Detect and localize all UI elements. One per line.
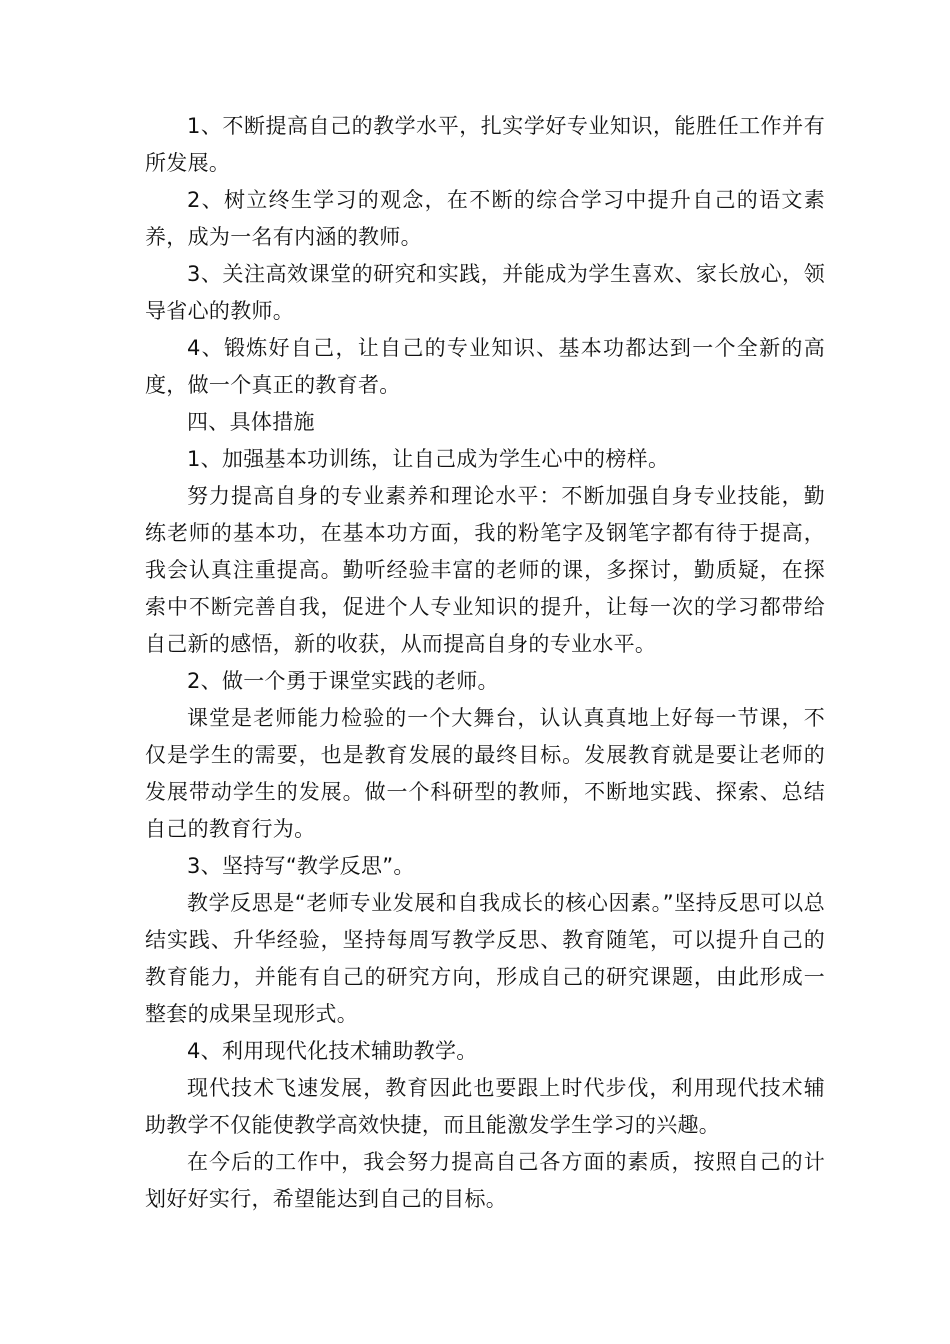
document-body — [145, 108, 825, 1218]
measure-heading-4: 4、利用现代化技术辅助教学。 — [187, 1039, 478, 1063]
goal-item-1: 1、不断提高自己的教学水平，扎实学好专业知识，能胜任工作并有所发展。 — [145, 114, 825, 175]
section-heading-measures: 四、具体措施 — [187, 410, 315, 434]
goal-item-2: 2、树立终生学习的观念，在不断的综合学习中提升自己的语文素养，成为一名有内涵的教师。 — [145, 188, 825, 249]
measure-heading-2: 2、做一个勇于课堂实践的老师。 — [187, 669, 499, 693]
goal-item-4: 4、锻炼好自己，让自己的专业知识、基本功都达到一个全新的高度，做一个真正的教育者。 — [145, 336, 825, 397]
closing-paragraph: 在今后的工作中，我会努力提高自己各方面的素质，按照自己的计划好好实行，希望能达到自己的目标。 — [145, 1150, 825, 1211]
goal-item-3: 3、关注高效课堂的研究和实践，并能成为学生喜欢、家长放心，领导省心的教师。 — [145, 262, 825, 323]
measure-body-3: 教学反思是“老师专业发展和自我成长的核心因素。”坚持反思可以总结实践、升华经验，坚持每周写教学反思、教育随笔，可以提升自己的教育能力，并能有自己的研究方向，形成自己的研究课题，由此形成一整套的成果呈现形式。 — [145, 891, 825, 1026]
measure-heading-1: 1、加强基本功训练，让自己成为学生心中的榜样。 — [187, 447, 670, 471]
measure-heading-3: 3、坚持写“教学反思”。 — [187, 854, 415, 878]
measure-body-4: 现代技术飞速发展，教育因此也要跟上时代步伐，利用现代技术辅助教学不仅能使教学高效快捷，而且能激发学生学习的兴趣。 — [145, 1076, 825, 1137]
measure-body-1: 努力提高自身的专业素养和理论水平：不断加强自身专业技能，勤练老师的基本功，在基本功方面，我的粉笔字及钢笔字都有待于提高，我会认真注重提高。勤听经验丰富的老师的课，多探讨，勤质疑，在探索中不断完善自我，促进个人专业知识的提升，让每一次的学习都带给自己新的感悟，新的收获，从而提高自身的专业水平。 — [145, 484, 825, 656]
measure-body-2: 课堂是老师能力检验的一个大舞台，认认真真地上好每一节课，不仅是学生的需要，也是教育发展的最终目标。发展教育就是要让老师的发展带动学生的发展。做一个科研型的教师，不断地实践、探索、总结自己的教育行为。 — [145, 706, 825, 841]
